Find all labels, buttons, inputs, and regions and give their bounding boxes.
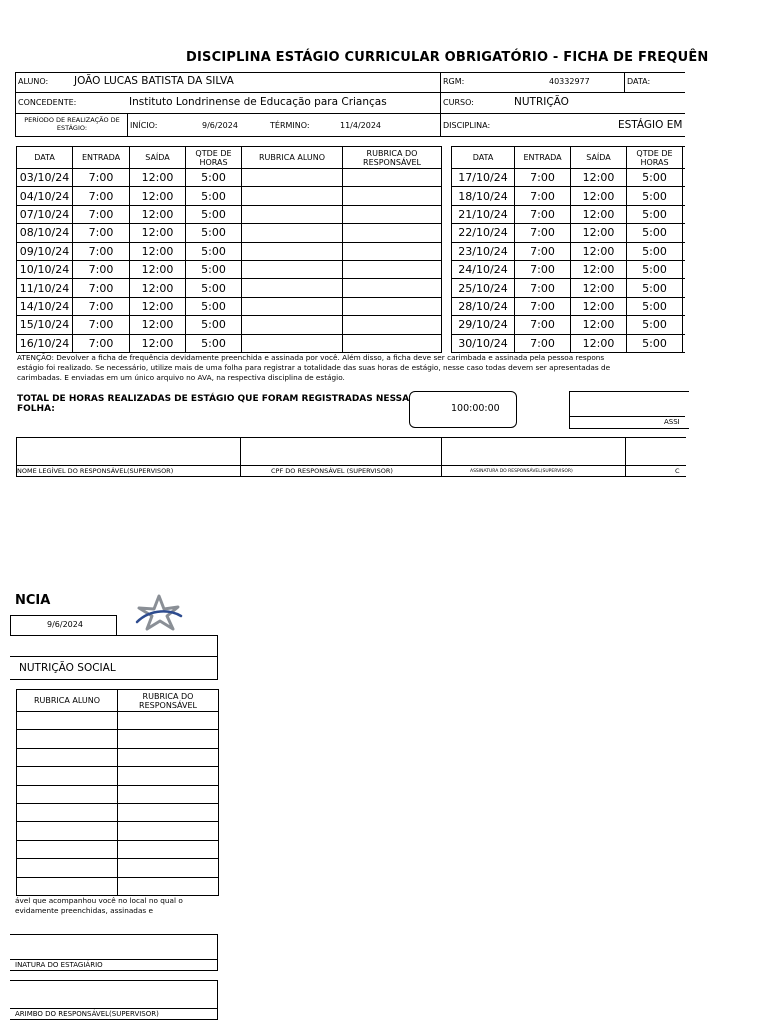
col-header-entrada: ENTRADA (515, 147, 571, 169)
col-header-rubrica-responsavel: RUBRICA DO RESPONSÁVEL (343, 147, 442, 169)
rubrica-aluno-cell[interactable] (17, 785, 118, 803)
horas-cell: 5:00 (186, 187, 242, 205)
table-row (17, 730, 219, 748)
rubrica-responsavel-cell[interactable] (343, 279, 442, 297)
entrada-cell: 7:00 (73, 297, 130, 315)
table-row (452, 205, 686, 223)
date-cell: 28/10/24 (452, 297, 515, 315)
entrada-cell: 7:00 (515, 242, 571, 260)
date-cell: 04/10/24 (17, 187, 73, 205)
rubrica-responsavel-cell[interactable] (343, 205, 442, 223)
date-cell: 09/10/24 (17, 242, 73, 260)
entrada-cell: 7:00 (515, 297, 571, 315)
inicio-value: 9/6/2024 (202, 121, 238, 130)
page2-note-line-2: evidamente preenchidas, assinadas e (15, 906, 154, 915)
date-cell: 24/10/24 (452, 260, 515, 278)
saida-cell: 12:00 (130, 205, 186, 223)
rubrica-aluno-cell[interactable] (683, 297, 686, 315)
horas-cell: 5:00 (627, 205, 683, 223)
rubrica-responsavel-cell[interactable] (343, 187, 442, 205)
horas-cell: 5:00 (627, 242, 683, 260)
rubrica-responsavel-cell[interactable] (343, 334, 442, 352)
entrada-cell: 7:00 (515, 279, 571, 297)
table-row (17, 748, 219, 766)
table-row (17, 260, 442, 278)
rubrica-aluno-cell[interactable] (242, 187, 343, 205)
total-label-line-1: TOTAL DE HORAS REALIZADAS DE ESTÁGIO QUE FORAM REGISTRADAS NESSA (17, 394, 410, 404)
rubrica-aluno-cell[interactable] (17, 803, 118, 821)
rubrica-aluno-cell[interactable] (683, 279, 686, 297)
rubrica-responsavel-cell[interactable] (118, 822, 219, 840)
horas-cell: 5:00 (627, 224, 683, 242)
horas-cell: 5:00 (627, 260, 683, 278)
saida-cell: 12:00 (571, 205, 627, 223)
rubrica-aluno-cell[interactable] (242, 316, 343, 334)
attendance-table-left (16, 146, 442, 353)
horas-cell: 5:00 (186, 316, 242, 334)
rubrica-aluno-cell[interactable] (242, 279, 343, 297)
entrada-cell: 7:00 (73, 242, 130, 260)
rubrica-aluno-cell[interactable] (17, 840, 118, 858)
rubrica-responsavel-cell[interactable] (343, 260, 442, 278)
saida-cell: 12:00 (571, 334, 627, 352)
col-header-qtde-horas: QTDE DE HORAS (627, 147, 683, 169)
data-label: DATA: (627, 77, 651, 86)
rubrica-aluno-cell[interactable] (683, 169, 686, 187)
footer-nome-responsavel: NOME LEGÍVEL DO RESPONSÁVEL(SUPERVISOR) (17, 467, 174, 475)
table-row (452, 260, 686, 278)
col-header-extra (683, 147, 686, 169)
horas-cell: 5:00 (186, 224, 242, 242)
col-header-data: DATA (452, 147, 515, 169)
entrada-cell: 7:00 (515, 205, 571, 223)
table-row (17, 169, 442, 187)
saida-cell: 12:00 (130, 242, 186, 260)
rubrica-aluno-cell[interactable] (242, 297, 343, 315)
rubrica-responsavel-cell[interactable] (343, 297, 442, 315)
saida-cell: 12:00 (130, 224, 186, 242)
entrada-cell: 7:00 (73, 316, 130, 334)
horas-cell: 5:00 (186, 169, 242, 187)
rubrica-aluno-cell[interactable] (242, 260, 343, 278)
periodo-label: PERÍODO DE REALIZAÇÃO DE ESTÁGIO: (24, 116, 120, 132)
table-row (17, 187, 442, 205)
entrada-cell: 7:00 (515, 316, 571, 334)
rubrica-aluno-cell[interactable] (683, 334, 686, 352)
disciplina-label: DISCIPLINA: (443, 121, 491, 130)
rubrica-aluno-cell[interactable] (242, 169, 343, 187)
date-cell: 22/10/24 (452, 224, 515, 242)
table-row (17, 840, 219, 858)
aluno-label: ALUNO: (18, 77, 49, 86)
attention-note-line-1: ATENÇÃO: Devolver a ficha de frequência devidamente preenchida e assinada por você. Além disso, a ficha deve ser carimbada e assinada pela pessoa respons (17, 353, 605, 362)
table-row (452, 169, 686, 187)
rubrica-responsavel-cell[interactable] (118, 748, 219, 766)
footer-partial-label: C (675, 467, 680, 475)
table-row (452, 297, 686, 315)
entrada-cell: 7:00 (73, 169, 130, 187)
footer-assinatura-responsavel: ASSINATURA DO RESPONSÁVEL(SUPERVISOR) (470, 469, 573, 474)
saida-cell: 12:00 (130, 316, 186, 334)
rubrica-responsavel-cell[interactable] (343, 169, 442, 187)
entrada-cell: 7:00 (73, 334, 130, 352)
rgm-value: 40332977 (549, 77, 590, 86)
horas-cell: 5:00 (627, 316, 683, 334)
attention-note-line-3: carimbadas. E enviadas em um único arquivo no AVA, na respectiva disciplina de estágio. (17, 373, 345, 382)
table-row (17, 205, 442, 223)
entrada-cell: 7:00 (73, 187, 130, 205)
date-cell: 17/10/24 (452, 169, 515, 187)
page2-rubrica-table (16, 689, 219, 896)
date-cell: 11/10/24 (17, 279, 73, 297)
saida-cell: 12:00 (571, 242, 627, 260)
curso-value: NUTRIÇÃO (514, 96, 569, 108)
date-cell: 29/10/24 (452, 316, 515, 334)
saida-cell: 12:00 (130, 334, 186, 352)
entrada-cell: 7:00 (515, 187, 571, 205)
table-row (17, 785, 219, 803)
carimbo-responsavel-label: ARIMBO DO RESPONSÁVEL(SUPERVISOR) (15, 1010, 159, 1018)
termino-value: 11/4/2024 (340, 121, 382, 130)
horas-cell: 5:00 (186, 334, 242, 352)
form-title: DISCIPLINA ESTÁGIO CURRICULAR OBRIGATÓRIO - FICHA DE FREQUÊN (186, 50, 709, 65)
table-row (17, 224, 442, 242)
saida-cell: 12:00 (571, 297, 627, 315)
rubrica-aluno-cell[interactable] (17, 859, 118, 877)
rubrica-aluno-cell[interactable] (683, 260, 686, 278)
saida-cell: 12:00 (571, 224, 627, 242)
table-row (452, 316, 686, 334)
rubrica-aluno-cell[interactable] (242, 205, 343, 223)
concedente-label: CONCEDENTE: (18, 98, 77, 107)
saida-cell: 12:00 (571, 279, 627, 297)
institution-logo (133, 594, 185, 632)
rubrica-responsavel-cell[interactable] (118, 767, 219, 785)
table-row (17, 767, 219, 785)
rubrica-aluno-cell[interactable] (683, 187, 686, 205)
aluno-value: JOÃO LUCAS BATISTA DA SILVA (74, 75, 234, 87)
table-row (452, 187, 686, 205)
horas-cell: 5:00 (186, 205, 242, 223)
assinatura-partial-label: ASSI (664, 418, 680, 426)
rubrica-aluno-cell[interactable] (242, 224, 343, 242)
horas-cell: 5:00 (627, 334, 683, 352)
horas-cell: 5:00 (186, 297, 242, 315)
table-row (452, 334, 686, 352)
rubrica-responsavel-cell[interactable] (118, 712, 219, 730)
horas-cell: 5:00 (627, 279, 683, 297)
date-cell: 15/10/24 (17, 316, 73, 334)
entrada-cell: 7:00 (73, 205, 130, 223)
assinatura-estagiario-label: INATURA DO ESTAGIÁRIO (15, 961, 103, 969)
inicio-label: INÍCIO: (130, 121, 158, 130)
date-cell: 30/10/24 (452, 334, 515, 352)
rubrica-aluno-cell[interactable] (683, 242, 686, 260)
col-header-saida: SAÍDA (130, 147, 186, 169)
saida-cell: 12:00 (130, 279, 186, 297)
date-cell: 03/10/24 (17, 169, 73, 187)
rubrica-responsavel-cell[interactable] (118, 730, 219, 748)
col-header-rubrica-aluno: RUBRICA ALUNO (242, 147, 343, 169)
saida-cell: 12:00 (130, 187, 186, 205)
date-cell: 16/10/24 (17, 334, 73, 352)
date-cell: 08/10/24 (17, 224, 73, 242)
table-row (17, 242, 442, 260)
entrada-cell: 7:00 (73, 279, 130, 297)
table-row (452, 242, 686, 260)
col-header-rubrica-responsavel: RUBRICA DO RESPONSÁVEL (118, 690, 219, 712)
table-row (17, 316, 442, 334)
rubrica-responsavel-cell[interactable] (343, 316, 442, 334)
entrada-cell: 7:00 (73, 224, 130, 242)
entrada-cell: 7:00 (515, 334, 571, 352)
termino-label: TÉRMINO: (270, 121, 310, 130)
rubrica-aluno-cell[interactable] (683, 224, 686, 242)
horas-cell: 5:00 (186, 279, 242, 297)
rubrica-responsavel-cell[interactable] (343, 242, 442, 260)
saida-cell: 12:00 (130, 260, 186, 278)
date-cell: 21/10/24 (452, 205, 515, 223)
rubrica-aluno-cell[interactable] (242, 334, 343, 352)
saida-cell: 12:00 (571, 187, 627, 205)
disciplina-value: ESTÁGIO EM (618, 119, 683, 131)
page2-date-value: 9/6/2024 (47, 620, 83, 629)
table-row (17, 712, 219, 730)
date-cell: 10/10/24 (17, 260, 73, 278)
rubrica-aluno-cell[interactable] (17, 748, 118, 766)
table-row (17, 859, 219, 877)
rubrica-aluno-cell[interactable] (17, 877, 118, 895)
saida-cell: 12:00 (571, 316, 627, 334)
date-cell: 07/10/24 (17, 205, 73, 223)
col-header-qtde-horas: QTDE DE HORAS (186, 147, 242, 169)
date-cell: 23/10/24 (452, 242, 515, 260)
horas-cell: 5:00 (186, 260, 242, 278)
rubrica-responsavel-cell[interactable] (118, 785, 219, 803)
col-header-saida: SAÍDA (571, 147, 627, 169)
horas-cell: 5:00 (627, 297, 683, 315)
horas-cell: 5:00 (627, 169, 683, 187)
entrada-cell: 7:00 (73, 260, 130, 278)
table-row (17, 297, 442, 315)
table-row (17, 279, 442, 297)
saida-cell: 12:00 (130, 169, 186, 187)
date-cell: 14/10/24 (17, 297, 73, 315)
entrada-cell: 7:00 (515, 169, 571, 187)
rubrica-responsavel-cell[interactable] (118, 877, 219, 895)
entrada-cell: 7:00 (515, 224, 571, 242)
curso-label: CURSO: (443, 98, 474, 107)
page2-disciplina-value: NUTRIÇÃO SOCIAL (19, 662, 116, 674)
horas-cell: 5:00 (627, 187, 683, 205)
attention-note-line-2: estágio foi realizado. Se necessário, utilize mais de uma folha para registrar a totalidade das suas horas de estágio, nesse caso todas devem ser apresentadas de (17, 363, 611, 372)
concedente-value: Instituto Londrinense de Educação para Crianças (129, 96, 387, 108)
table-row (17, 822, 219, 840)
saida-cell: 12:00 (571, 169, 627, 187)
rubrica-aluno-cell[interactable] (17, 730, 118, 748)
table-row (452, 279, 686, 297)
rubrica-aluno-cell[interactable] (242, 242, 343, 260)
saida-cell: 12:00 (571, 260, 627, 278)
table-row (452, 224, 686, 242)
col-header-data: DATA (17, 147, 73, 169)
rubrica-aluno-cell[interactable] (17, 822, 118, 840)
col-header-rubrica-aluno: RUBRICA ALUNO (17, 690, 118, 712)
table-row (17, 877, 219, 895)
page2-title-partial: NCIA (15, 593, 51, 608)
rubrica-responsavel-cell[interactable] (343, 224, 442, 242)
table-row (17, 803, 219, 821)
col-header-entrada: ENTRADA (73, 147, 130, 169)
total-hours-value: 100:00:00 (451, 403, 500, 414)
rubrica-responsavel-cell[interactable] (118, 840, 219, 858)
saida-cell: 12:00 (130, 297, 186, 315)
date-cell: 18/10/24 (452, 187, 515, 205)
attendance-table-right (451, 146, 685, 353)
horas-cell: 5:00 (186, 242, 242, 260)
footer-cpf-responsavel: CPF DO RESPONSÁVEL (SUPERVISOR) (271, 467, 393, 475)
rubrica-responsavel-cell[interactable] (118, 803, 219, 821)
table-row (17, 334, 442, 352)
rubrica-responsavel-cell[interactable] (118, 859, 219, 877)
rubrica-aluno-cell[interactable] (17, 712, 118, 730)
total-label-line-2: FOLHA: (17, 404, 55, 414)
entrada-cell: 7:00 (515, 260, 571, 278)
rubrica-aluno-cell[interactable] (683, 316, 686, 334)
rubrica-aluno-cell[interactable] (683, 205, 686, 223)
rubrica-aluno-cell[interactable] (17, 767, 118, 785)
date-cell: 25/10/24 (452, 279, 515, 297)
rgm-label: RGM: (443, 77, 465, 86)
page2-note-line-1: ável que acompanhou você no local no qual o (15, 896, 183, 905)
